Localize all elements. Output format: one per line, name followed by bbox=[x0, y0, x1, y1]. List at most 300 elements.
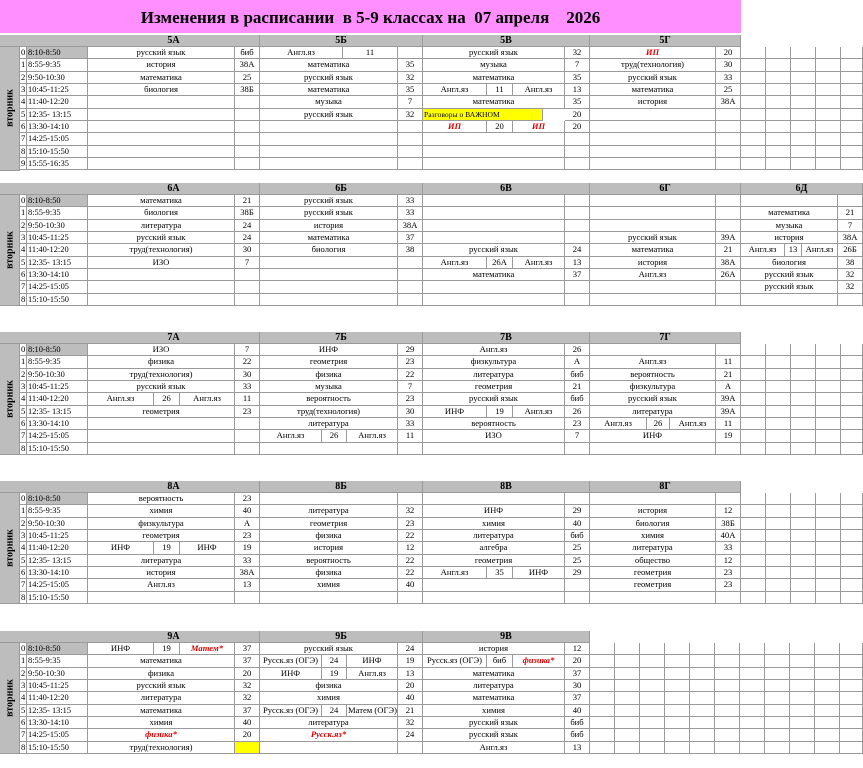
empty-cell bbox=[791, 542, 816, 554]
subject-cell: ИЗО bbox=[88, 257, 235, 269]
room-cell: 40 bbox=[565, 705, 590, 717]
subject-cell: математика bbox=[423, 668, 565, 680]
subject-cell: Англ.яз bbox=[670, 418, 716, 430]
room-cell bbox=[398, 158, 423, 170]
subject-cell bbox=[88, 418, 235, 430]
empty-cell bbox=[791, 555, 816, 567]
empty-cell bbox=[840, 655, 863, 667]
subject-cell bbox=[88, 121, 235, 133]
subject-cell: ИНФ bbox=[423, 505, 565, 517]
room-cell: 7 bbox=[398, 381, 423, 393]
empty-cell bbox=[740, 717, 765, 729]
subject-cell: математика bbox=[88, 195, 235, 207]
empty-cell bbox=[791, 518, 816, 530]
subject-cell: общество bbox=[590, 555, 716, 567]
subject-cell: русский язык bbox=[260, 195, 398, 207]
empty-cell bbox=[766, 369, 791, 381]
room-cell: 24 bbox=[398, 643, 423, 655]
empty-cell bbox=[791, 72, 816, 84]
room-cell: 21 bbox=[838, 207, 863, 219]
class-header-9A: 9А bbox=[88, 631, 260, 643]
empty-cell bbox=[766, 418, 791, 430]
room-cell bbox=[235, 294, 260, 306]
empty-cell bbox=[791, 493, 816, 505]
subject-cell: биология bbox=[590, 518, 716, 530]
subject-cell: физика bbox=[260, 567, 398, 579]
subject-cell: история bbox=[260, 542, 398, 554]
subject-cell bbox=[260, 443, 398, 455]
room-cell bbox=[716, 294, 741, 306]
empty-cell bbox=[815, 705, 840, 717]
room-cell bbox=[398, 121, 423, 133]
lesson-number: 8 bbox=[20, 742, 27, 754]
empty-cell bbox=[765, 742, 790, 754]
room-cell: 19 bbox=[154, 542, 180, 554]
room-cell: 13 bbox=[565, 84, 590, 96]
subject-cell bbox=[88, 592, 235, 604]
lesson-number: 5 bbox=[20, 406, 27, 418]
room-cell: 38Б bbox=[716, 518, 741, 530]
room-cell: 11 bbox=[716, 356, 741, 368]
empty-cell bbox=[841, 505, 863, 517]
room-cell: 11 bbox=[343, 47, 398, 59]
subject-cell: литература bbox=[88, 220, 235, 232]
room-cell bbox=[235, 592, 260, 604]
empty-cell bbox=[690, 692, 715, 704]
room-cell: 7 bbox=[235, 257, 260, 269]
empty-cell bbox=[615, 742, 640, 754]
subject-cell: Англ.яз bbox=[590, 418, 647, 430]
empty-cell bbox=[741, 121, 766, 133]
subject-cell: биология bbox=[260, 244, 398, 256]
empty-cell bbox=[841, 393, 863, 405]
room-cell: 23 bbox=[235, 530, 260, 542]
subject-cell: ИП bbox=[590, 47, 716, 59]
room-cell: 7 bbox=[565, 430, 590, 442]
room-cell: 38А bbox=[398, 220, 423, 232]
room-cell: 35 bbox=[398, 59, 423, 71]
subject-cell: русский язык bbox=[88, 47, 235, 59]
empty-cell bbox=[791, 418, 816, 430]
room-cell: биб bbox=[565, 369, 590, 381]
empty-cell bbox=[665, 705, 690, 717]
subject-cell bbox=[88, 294, 235, 306]
room-cell: биб bbox=[487, 655, 513, 667]
empty-cell bbox=[815, 680, 840, 692]
empty-cell bbox=[791, 109, 816, 121]
lesson-time: 14:25-15:05 bbox=[27, 579, 88, 591]
room-cell bbox=[398, 493, 423, 505]
empty-cell bbox=[665, 692, 690, 704]
room-cell: 22 bbox=[398, 567, 423, 579]
empty-cell bbox=[766, 530, 791, 542]
room-cell bbox=[398, 742, 423, 754]
room-cell: 32 bbox=[838, 281, 863, 293]
subject-cell: Англ.яз bbox=[513, 257, 565, 269]
empty-cell bbox=[741, 96, 766, 108]
class-header-7B: 7Б bbox=[260, 332, 423, 344]
lesson-number: 1 bbox=[20, 655, 27, 667]
subject-cell: физика bbox=[260, 680, 398, 692]
empty-cell bbox=[741, 518, 766, 530]
room-cell: 24 bbox=[322, 705, 347, 717]
subject-cell bbox=[423, 158, 565, 170]
room-cell: 39А bbox=[716, 406, 741, 418]
empty-cell bbox=[766, 579, 791, 591]
empty-cell bbox=[715, 729, 740, 741]
room-cell: 32 bbox=[398, 717, 423, 729]
empty-cell bbox=[841, 369, 863, 381]
day-text: вторник bbox=[4, 380, 15, 418]
empty-cell bbox=[615, 729, 640, 741]
room-cell: 25 bbox=[565, 555, 590, 567]
empty-cell bbox=[766, 344, 791, 356]
empty-cell bbox=[790, 668, 815, 680]
subject-cell bbox=[88, 109, 235, 121]
empty-cell bbox=[816, 72, 841, 84]
subject-cell: Англ.яз bbox=[423, 257, 487, 269]
subject-cell: геометрия bbox=[88, 530, 235, 542]
lesson-number: 2 bbox=[20, 220, 27, 232]
subject-cell bbox=[590, 146, 716, 158]
subject-cell: Англ.яз bbox=[423, 567, 487, 579]
room-cell bbox=[565, 195, 590, 207]
subject-cell: геометрия bbox=[590, 579, 716, 591]
lesson-time: 9:50-10:30 bbox=[27, 668, 88, 680]
empty-cell bbox=[765, 717, 790, 729]
day-text: вторник bbox=[4, 529, 15, 567]
room-cell: 12 bbox=[398, 542, 423, 554]
lesson-number: 8 bbox=[20, 294, 27, 306]
lesson-number: 6 bbox=[20, 717, 27, 729]
class-header-9V: 9В bbox=[423, 631, 590, 643]
room-cell: 32 bbox=[838, 269, 863, 281]
empty-cell bbox=[765, 692, 790, 704]
empty-cell bbox=[715, 692, 740, 704]
lesson-time: 10:45-11:25 bbox=[27, 381, 88, 393]
empty-cell bbox=[791, 443, 816, 455]
empty-cell bbox=[665, 668, 690, 680]
empty-cell bbox=[740, 655, 765, 667]
lesson-time: 14:25-15:05 bbox=[27, 133, 88, 145]
empty-cell bbox=[816, 443, 841, 455]
empty-cell bbox=[790, 643, 815, 655]
room-cell: 33 bbox=[235, 381, 260, 393]
room-cell: 35 bbox=[565, 96, 590, 108]
room-cell: 11 bbox=[398, 430, 423, 442]
room-cell: 40А bbox=[716, 530, 741, 542]
empty-cell bbox=[816, 505, 841, 517]
room-cell: 38А bbox=[235, 59, 260, 71]
subject-cell: геометрия bbox=[423, 555, 565, 567]
subject-cell: русский язык bbox=[423, 717, 565, 729]
empty-cell bbox=[741, 493, 766, 505]
day-label bbox=[0, 493, 20, 604]
room-cell bbox=[565, 592, 590, 604]
room-cell bbox=[716, 592, 741, 604]
empty-cell bbox=[791, 356, 816, 368]
room-cell bbox=[235, 281, 260, 293]
class-header-7G: 7Г bbox=[590, 332, 741, 344]
lesson-number: 6 bbox=[20, 269, 27, 281]
room-cell: 26Б bbox=[838, 244, 863, 256]
empty-cell bbox=[590, 668, 615, 680]
empty-cell bbox=[690, 680, 715, 692]
subject-cell: литература bbox=[423, 530, 565, 542]
subject-cell: геометрия bbox=[260, 356, 398, 368]
subject-cell: русский язык bbox=[423, 729, 565, 741]
day-text: вторник bbox=[4, 679, 15, 717]
empty-cell bbox=[741, 418, 766, 430]
room-cell: 30 bbox=[565, 680, 590, 692]
room-cell: 39А bbox=[716, 393, 741, 405]
room-cell: 19 bbox=[487, 406, 513, 418]
empty-cell bbox=[841, 96, 863, 108]
lesson-number: 7 bbox=[20, 579, 27, 591]
empty-cell bbox=[640, 692, 665, 704]
subject-cell bbox=[590, 344, 716, 356]
class-header-8B: 8Б bbox=[260, 481, 423, 493]
subject-cell bbox=[260, 592, 398, 604]
empty-cell bbox=[841, 356, 863, 368]
room-cell: 38Б bbox=[235, 84, 260, 96]
subject-cell: математика bbox=[260, 84, 398, 96]
subject-cell bbox=[88, 158, 235, 170]
empty-cell bbox=[841, 59, 863, 71]
class-header-5G: 5Г bbox=[590, 35, 741, 47]
room-cell: 20 bbox=[235, 729, 260, 741]
empty-cell bbox=[741, 146, 766, 158]
day-label bbox=[0, 344, 20, 455]
empty-cell bbox=[741, 555, 766, 567]
subject-cell bbox=[590, 281, 716, 293]
room-cell bbox=[565, 232, 590, 244]
empty-cell bbox=[715, 655, 740, 667]
room-cell bbox=[398, 592, 423, 604]
room-cell bbox=[398, 443, 423, 455]
empty-cell bbox=[841, 530, 863, 542]
subject-cell: музыка bbox=[423, 59, 565, 71]
lesson-time: 9:50-10:30 bbox=[27, 369, 88, 381]
subject-cell: Матем (ОГЭ) bbox=[347, 705, 398, 717]
room-cell bbox=[838, 294, 863, 306]
subject-cell bbox=[88, 443, 235, 455]
empty-cell bbox=[741, 133, 766, 145]
lesson-number: 6 bbox=[20, 121, 27, 133]
room-cell bbox=[716, 158, 741, 170]
room-cell: 22 bbox=[235, 356, 260, 368]
subject-cell: Англ.яз bbox=[260, 47, 343, 59]
subject-cell: математика bbox=[741, 207, 838, 219]
empty-cell bbox=[791, 393, 816, 405]
room-cell: 23 bbox=[565, 418, 590, 430]
subject-cell: Англ.яз bbox=[590, 269, 716, 281]
room-cell: 11 bbox=[487, 84, 513, 96]
lesson-time: 8:10-8:50 bbox=[27, 643, 88, 655]
empty-cell bbox=[640, 655, 665, 667]
room-cell: 20 bbox=[487, 121, 513, 133]
class-header-6A: 6А bbox=[88, 183, 260, 195]
empty-cell bbox=[790, 692, 815, 704]
empty-cell bbox=[791, 381, 816, 393]
empty-cell bbox=[840, 668, 863, 680]
room-cell: 32 bbox=[565, 47, 590, 59]
empty-cell bbox=[690, 643, 715, 655]
subject-cell bbox=[590, 195, 716, 207]
subject-cell: физика* bbox=[88, 729, 235, 741]
day-text: вторник bbox=[4, 89, 15, 128]
subject-cell: физкультура bbox=[423, 356, 565, 368]
empty-cell bbox=[715, 668, 740, 680]
subject-cell bbox=[423, 146, 565, 158]
empty-cell bbox=[816, 530, 841, 542]
room-cell: 13 bbox=[785, 244, 802, 256]
lesson-number: 8 bbox=[20, 592, 27, 604]
subject-cell bbox=[423, 195, 565, 207]
room-cell: 35 bbox=[487, 567, 513, 579]
empty-cell bbox=[740, 729, 765, 741]
empty-cell bbox=[816, 393, 841, 405]
subject-cell: математика bbox=[590, 84, 716, 96]
room-cell: 30 bbox=[398, 406, 423, 418]
empty-cell bbox=[690, 705, 715, 717]
empty-cell bbox=[665, 742, 690, 754]
subject-cell: математика bbox=[423, 96, 565, 108]
room-cell: биб bbox=[565, 530, 590, 542]
subject-cell bbox=[260, 281, 398, 293]
subject-cell: русский язык bbox=[423, 47, 565, 59]
empty-cell bbox=[741, 356, 766, 368]
room-cell: 20 bbox=[565, 109, 590, 121]
subject-cell bbox=[423, 443, 565, 455]
room-cell bbox=[235, 158, 260, 170]
empty-cell bbox=[841, 592, 863, 604]
empty-cell bbox=[741, 406, 766, 418]
subject-cell bbox=[423, 294, 565, 306]
empty-cell bbox=[816, 109, 841, 121]
empty-cell bbox=[791, 133, 816, 145]
day-text: вторник bbox=[4, 231, 15, 269]
room-cell: 19 bbox=[322, 668, 347, 680]
lesson-time: 14:25-15:05 bbox=[27, 430, 88, 442]
room-cell: 30 bbox=[716, 59, 741, 71]
room-cell: 22 bbox=[398, 369, 423, 381]
empty-cell bbox=[615, 717, 640, 729]
empty-cell bbox=[640, 680, 665, 692]
lesson-number: 2 bbox=[20, 369, 27, 381]
empty-cell bbox=[791, 96, 816, 108]
empty-cell bbox=[816, 542, 841, 554]
lesson-time: 13:30-14:10 bbox=[27, 418, 88, 430]
empty-cell bbox=[590, 643, 615, 655]
lesson-number: 8 bbox=[20, 443, 27, 455]
class-header-6G: 6Г bbox=[590, 183, 741, 195]
lesson-number: 3 bbox=[20, 381, 27, 393]
empty-cell bbox=[740, 643, 765, 655]
subject-cell: русский язык bbox=[590, 393, 716, 405]
empty-cell bbox=[740, 705, 765, 717]
room-cell: 13 bbox=[565, 742, 590, 754]
subject-cell bbox=[741, 294, 838, 306]
room-cell: 26А bbox=[716, 269, 741, 281]
lesson-time: 9:50-10:30 bbox=[27, 220, 88, 232]
lesson-time: 8:10-8:50 bbox=[27, 47, 88, 59]
subject-cell: вероятность bbox=[260, 555, 398, 567]
subject-cell: геометрия bbox=[260, 518, 398, 530]
subject-cell: математика bbox=[88, 72, 235, 84]
room-cell: 39А bbox=[716, 232, 741, 244]
empty-cell bbox=[741, 47, 766, 59]
subject-cell: литература bbox=[590, 542, 716, 554]
lesson-number: 9 bbox=[20, 158, 27, 170]
lesson-number: 2 bbox=[20, 668, 27, 680]
room-cell: биб bbox=[565, 717, 590, 729]
subject-cell: русский язык bbox=[741, 281, 838, 293]
subject-cell bbox=[590, 133, 716, 145]
empty-cell bbox=[766, 109, 791, 121]
room-cell: 24 bbox=[235, 220, 260, 232]
subject-cell: литература bbox=[260, 505, 398, 517]
empty-cell bbox=[815, 742, 840, 754]
room-cell: 20 bbox=[565, 655, 590, 667]
lesson-number: 5 bbox=[20, 109, 27, 121]
empty-cell bbox=[791, 430, 816, 442]
room-cell: 19 bbox=[398, 655, 423, 667]
subject-cell: ИНФ bbox=[260, 668, 322, 680]
subject-cell: музыка bbox=[260, 381, 398, 393]
empty-cell bbox=[741, 443, 766, 455]
lesson-time: 12:35- 13:15 bbox=[27, 555, 88, 567]
subject-cell bbox=[590, 592, 716, 604]
subject-cell: ИЗО bbox=[88, 344, 235, 356]
day-label bbox=[0, 47, 20, 171]
room-cell: 11 bbox=[235, 393, 260, 405]
room-cell: 26 bbox=[647, 418, 670, 430]
subject-cell: физика bbox=[260, 369, 398, 381]
lesson-time: 10:45-11:25 bbox=[27, 232, 88, 244]
empty-cell bbox=[790, 655, 815, 667]
empty-cell bbox=[590, 717, 615, 729]
empty-cell bbox=[766, 84, 791, 96]
empty-cell bbox=[791, 158, 816, 170]
subject-cell: ИНФ bbox=[88, 542, 154, 554]
subject-cell bbox=[423, 133, 565, 145]
empty-cell bbox=[766, 121, 791, 133]
empty-cell bbox=[766, 133, 791, 145]
lesson-time: 8:55-9:35 bbox=[27, 655, 88, 667]
room-cell: 37 bbox=[235, 643, 260, 655]
lesson-time: 8:55-9:35 bbox=[27, 59, 88, 71]
empty-cell bbox=[841, 567, 863, 579]
room-cell bbox=[716, 207, 741, 219]
empty-cell bbox=[816, 146, 841, 158]
day-label bbox=[0, 195, 20, 306]
subject-cell: русский язык bbox=[590, 72, 716, 84]
subject-cell: ИНФ bbox=[423, 406, 487, 418]
empty-cell bbox=[590, 692, 615, 704]
subject-cell: математика bbox=[88, 705, 235, 717]
lesson-time: 8:10-8:50 bbox=[27, 493, 88, 505]
subject-cell bbox=[423, 579, 565, 591]
room-cell bbox=[565, 281, 590, 293]
room-cell: 12 bbox=[716, 505, 741, 517]
room-cell bbox=[565, 579, 590, 591]
subject-cell bbox=[590, 294, 716, 306]
subject-cell bbox=[590, 443, 716, 455]
room-cell: 26 bbox=[154, 393, 180, 405]
subject-cell bbox=[88, 133, 235, 145]
empty-cell bbox=[740, 668, 765, 680]
